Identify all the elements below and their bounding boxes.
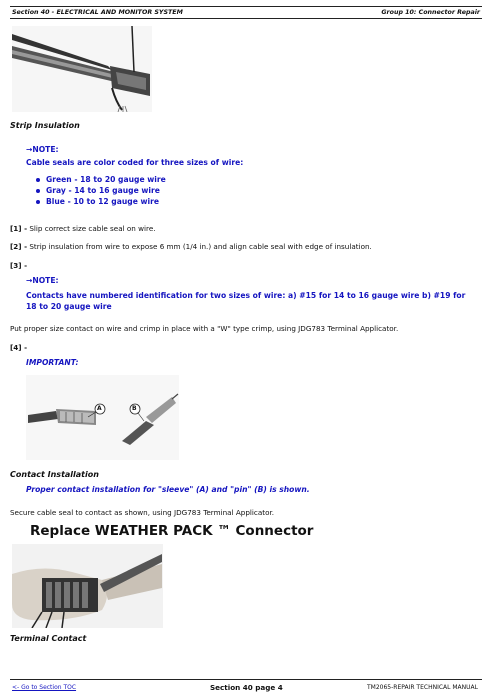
step-2 (10, 242, 372, 252)
step-3 (10, 261, 27, 271)
terminal-contact-figure (12, 544, 163, 628)
figure-caption-terminal: Terminal Contact (10, 634, 87, 643)
note-text-cable-seals: Cable seals are color coded for three sizes of wire: (26, 158, 244, 167)
step-number: [1] - (10, 224, 28, 233)
strip-tool-illustration (12, 26, 152, 112)
callout-b-label: B (132, 405, 137, 412)
contact-installation-figure (26, 375, 179, 460)
manual-title: TM2065-REPAIR TECHNICAL MANUAL (367, 684, 478, 691)
crimp-instruction: Put proper size contact on wire and crimp in place with a "W" type crimp, using JDG783 Terminal Applicator. (10, 324, 399, 333)
wire-color-list (34, 174, 166, 207)
step-text: Strip insulation from wire to expose 6 mm (1/4 in.) and align cable seal with edge of insulation. (29, 242, 372, 251)
section-title: Replace WEATHER PACK ™ Connector (30, 523, 314, 539)
step-number: [4] - (10, 343, 28, 352)
step-4 (10, 343, 27, 353)
list-item: Blue - 10 to 12 gauge wire (34, 196, 166, 207)
note-label: →NOTE: (26, 145, 59, 154)
page-header (10, 6, 482, 19)
note-label: →NOTE: (26, 276, 59, 285)
page-footer (10, 679, 482, 694)
figure-caption-contact: Contact Installation (10, 470, 99, 479)
terminal-tool-illustration (12, 544, 163, 628)
step-1 (10, 224, 156, 234)
contact-illustration (26, 375, 179, 460)
header-section: Section 40 - ELECTRICAL AND MONITOR SYSTEM (12, 9, 183, 16)
step-number: [2] - (10, 242, 28, 251)
list-item: Green - 18 to 20 gauge wire (34, 174, 166, 185)
important-label: IMPORTANT: (26, 358, 79, 367)
header-group: Group 10: Connector Repair (381, 9, 480, 16)
page-number: Section 40 page 4 (210, 683, 283, 692)
figure-caption-strip: Strip Insulation (10, 121, 80, 130)
list-item: Gray - 14 to 16 gauge wire (34, 185, 166, 196)
step-number: [3] - (10, 261, 28, 270)
callout-a-label: A (97, 405, 102, 412)
step-text: Slip correct size cable seal on wire. (29, 224, 156, 233)
note-text-contacts: Contacts have numbered identification for two sizes of wire: a) #15 for 14 to 16 gauge wire b) #19 for 18 to 20 gauge wire (26, 291, 466, 311)
strip-insulation-figure (12, 26, 152, 112)
proper-installation-text: Proper contact installation for "sleeve" (A) and "pin" (B) is shown. (26, 485, 310, 494)
secure-seal-instruction: Secure cable seal to contact as shown, using JDG783 Terminal Applicator. (10, 508, 275, 517)
section-toc-link[interactable]: <- Go to Section TOC (12, 684, 77, 691)
